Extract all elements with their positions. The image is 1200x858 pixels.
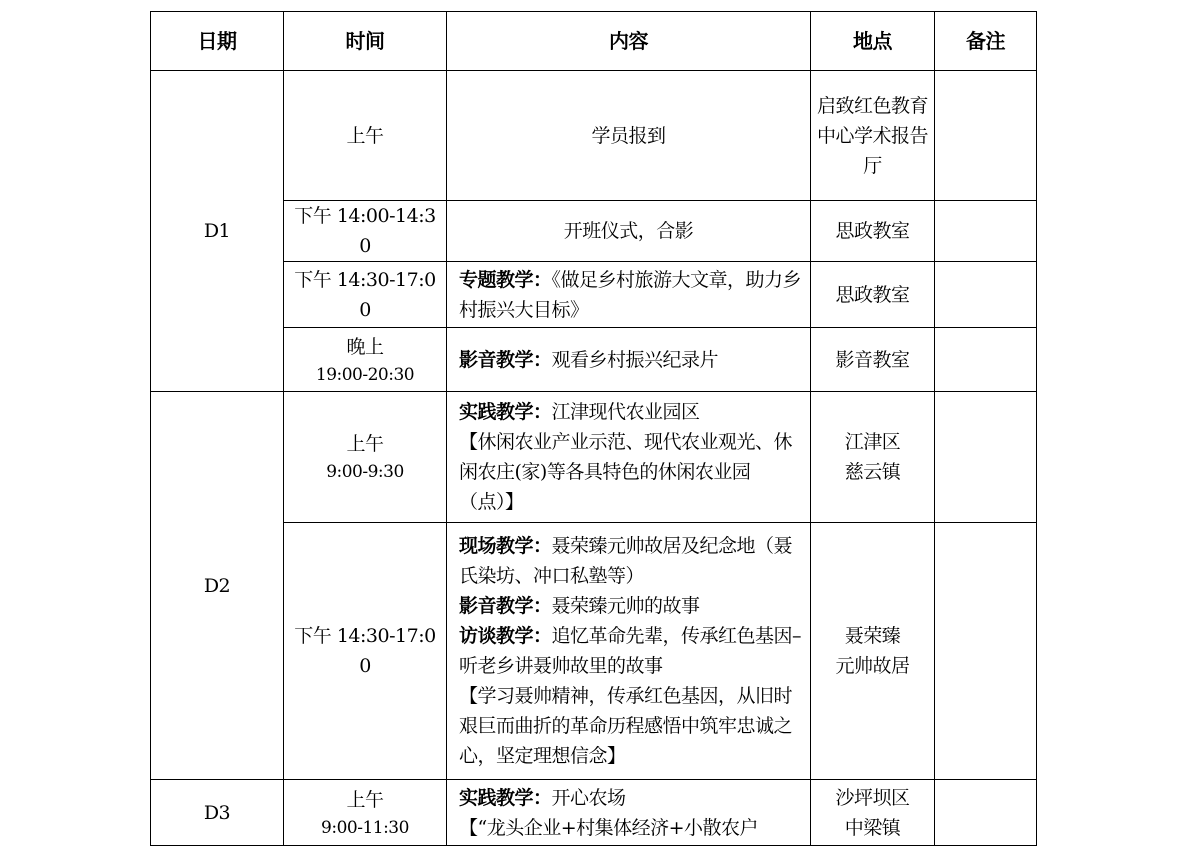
content-text: 聂荣臻元帅故居及纪念地（聂氏染坊、冲口私塾等） (459, 535, 793, 587)
location-line: 江津区 (844, 431, 901, 453)
content-line (459, 783, 804, 813)
location-cell: 启致红色教育中心学术报告厅 (811, 71, 935, 201)
location-cell: 思政教室 (811, 201, 935, 262)
table-row (151, 328, 1037, 392)
location-line: 聂荣臻 (844, 625, 901, 647)
header-note: 备注 (935, 12, 1037, 71)
location-line: 元帅故居 (835, 655, 910, 677)
content-cell: 开班仪式，合影 (447, 201, 811, 262)
note-cell (935, 392, 1037, 523)
note-cell (935, 201, 1037, 262)
note-cell (935, 328, 1037, 392)
content-cell (447, 262, 811, 328)
location-line: 沙坪坝区 (835, 786, 910, 809)
content-detail: 【“龙头企业+村集体经济+小散农户 (459, 816, 759, 839)
time-main: 晚上 (346, 335, 384, 358)
content-text: 开心农场 (551, 786, 626, 809)
location-line: 慈云镇 (844, 461, 901, 483)
content-cell (447, 523, 811, 780)
content-text: 观看乡村振兴纪录片 (551, 348, 719, 371)
content-line (459, 397, 804, 427)
time-sub: 19:00-20:30 (315, 364, 415, 385)
location-cell: 影音教室 (811, 328, 935, 392)
time-cell (284, 780, 447, 846)
content-item (459, 621, 804, 681)
content-label: 现场教学： (459, 535, 552, 557)
content-item (459, 591, 804, 621)
content-text: 追忆革命先辈，传承红色基因–听老乡讲聂帅故里的故事 (459, 625, 802, 677)
day-cell-d1: D1 (151, 71, 284, 392)
time-cell: 下午 14:30-17:00 (284, 523, 447, 780)
note-cell (935, 523, 1037, 780)
header-row (151, 12, 1037, 71)
content-cell (447, 780, 811, 846)
table-row (151, 392, 1037, 523)
content-text: 聂荣臻元帅的故事 (551, 595, 700, 617)
content-cell (447, 392, 811, 523)
content-detail: 【休闲农业产业示范、现代农业观光、休闲农庄(家)等各具特色的休闲农业园（点）】 (459, 431, 793, 513)
content-detail: 【学习聂帅精神，传承红色基因，从旧时艰巨而曲折的革命历程感悟中筑牢忠诚之心，坚定理想信念】 (459, 685, 793, 767)
note-cell (935, 780, 1037, 846)
time-sub: 9:00-9:30 (326, 462, 404, 482)
content-text: 江津现代农业园区 (551, 401, 700, 423)
header-date: 日期 (151, 12, 284, 71)
content-item (459, 531, 804, 591)
header-time: 时间 (284, 12, 447, 71)
location-cell (811, 392, 935, 523)
content-label: 专题教学： (459, 268, 552, 291)
location-cell (811, 780, 935, 846)
time-main: 上午 (346, 433, 384, 455)
header-location: 地点 (811, 12, 935, 71)
location-cell: 思政教室 (811, 262, 935, 328)
content-label: 影音教学： (459, 348, 552, 371)
schedule-table (150, 11, 1037, 846)
location-cell (811, 523, 935, 780)
note-cell (935, 71, 1037, 201)
table-row (151, 262, 1037, 328)
location-line: 中梁镇 (844, 816, 901, 839)
time-cell: 下午 14:30-17:00 (284, 262, 447, 328)
content-cell: 学员报到 (447, 71, 811, 201)
note-cell (935, 262, 1037, 328)
content-label: 影音教学： (459, 595, 552, 617)
content-label: 实践教学： (459, 401, 552, 423)
table-row (151, 523, 1037, 780)
time-cell: 上午 (284, 71, 447, 201)
content-text: 《做足乡村旅游大文章，助力乡村振兴大目标》 (459, 268, 802, 321)
time-cell: 下午 14:00-14:30 (284, 201, 447, 262)
content-cell (447, 328, 811, 392)
day-cell-d2: D2 (151, 392, 284, 780)
time-sub: 9:00-11:30 (321, 817, 409, 838)
time-main: 上午 (346, 788, 384, 811)
table-row (151, 780, 1037, 846)
content-label: 访谈教学： (459, 625, 552, 647)
day-cell-d3: D3 (151, 780, 284, 846)
table-row (151, 71, 1037, 201)
table-row (151, 201, 1037, 262)
time-cell (284, 392, 447, 523)
content-label: 实践教学： (459, 786, 552, 809)
header-content: 内容 (447, 12, 811, 71)
time-cell (284, 328, 447, 392)
